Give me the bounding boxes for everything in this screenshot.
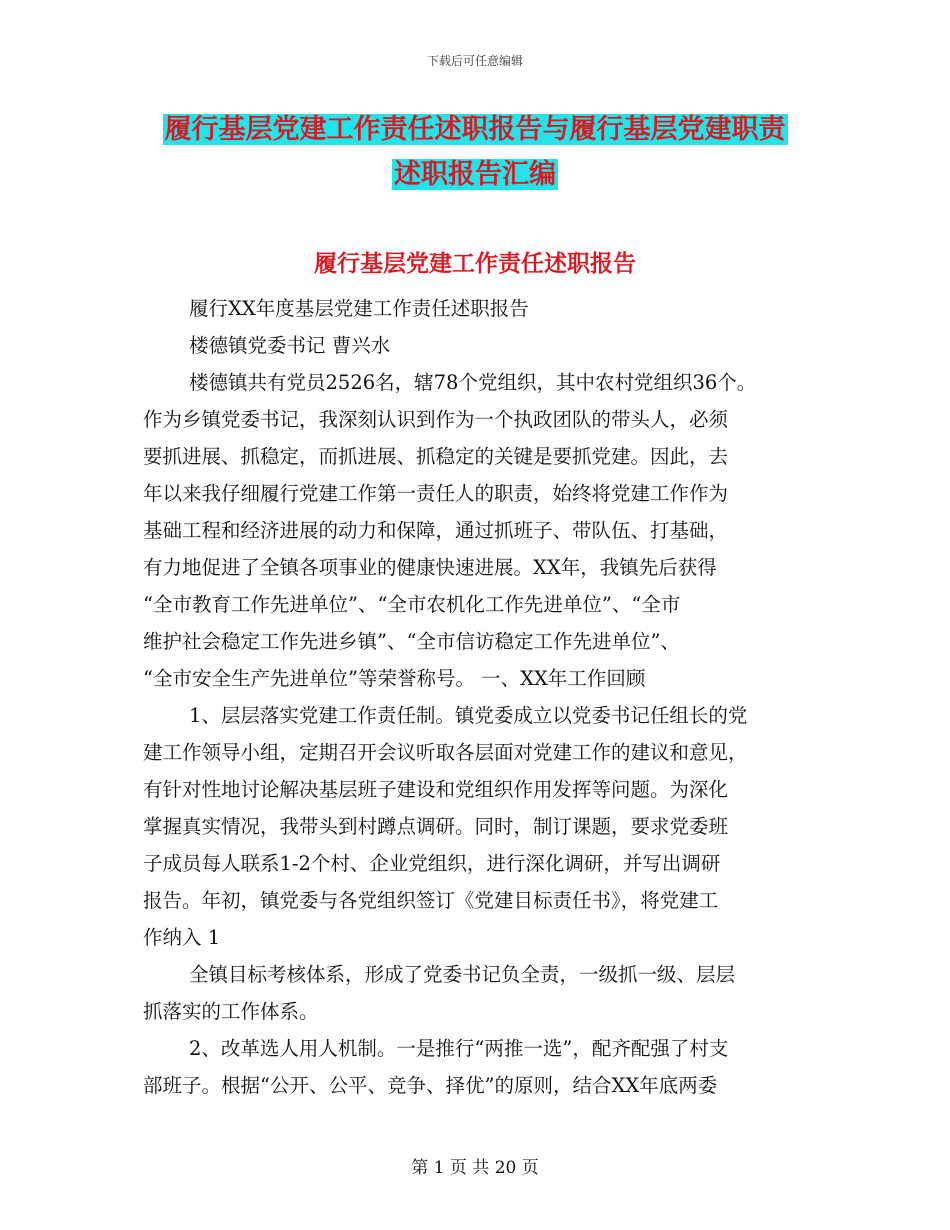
body-line: 部班子。根据“公开、公平、竞争、择优”的原则，结合XX年底两委 (143, 1074, 718, 1097)
body-line: 年以来我仔细履行党建工作第一责任人的职责，始终将党建工作作为 (143, 482, 729, 505)
body-line: 有针对性地讨论解决基层班子建设和党组织作用发挥等问题。为深化 (143, 778, 729, 801)
body-line: 掌握真实情况，我带头到村蹲点调研。同时，制订课题，要求党委班 (143, 815, 729, 838)
main-title-line-2 (0, 155, 950, 195)
body-line: “全市安全生产先进单位”等荣誉称号。 一、XX年工作回顾 (143, 667, 646, 690)
body-line: 全镇目标考核体系，形成了党委书记负全责，一级抓一级、层层 (189, 963, 736, 986)
body-line: 基础工程和经济进展的动力和保障，通过抓班子、带队伍、打基础， (143, 519, 729, 542)
body-line: 建工作领导小组，定期召开会议听取各层面对党建工作的建议和意见， (143, 741, 748, 764)
body-line: 2、改革选人用人机制。一是推行“两推一选”，配齐配强了村支 (189, 1037, 729, 1060)
page-number-footer: 第 1 页 共 20 页 (411, 1158, 539, 1178)
header-note: 下载后可任意编辑 (426, 54, 523, 68)
body-line: “全市教育工作先进单位”、“全市农机化工作先进单位”、“全市 (143, 593, 681, 616)
body-line: 作纳入 1 (143, 926, 221, 949)
main-title-text-1: 履行基层党建工作责任述职报告与履行基层党建职责 (164, 114, 786, 145)
body-line: 报告。年初，镇党委与各党组织签订《党建目标责任书》，将党建工 (143, 889, 719, 912)
body-line: 楼德镇党委书记 曹兴水 (189, 334, 391, 357)
body-line: 维护社会稳定工作先进乡镇”、“全市信访稳定工作先进单位”、 (143, 630, 680, 653)
main-title-text-2: 述职报告汇编 (394, 159, 556, 190)
body-line: 抓落实的工作体系。 (143, 1000, 319, 1023)
body-line: 有力地促进了全镇各项事业的健康快速进展。XX年，我镇先后获得 (143, 556, 717, 579)
section-title: 履行基层党建工作责任述职报告 (314, 250, 636, 277)
body-line: 作为乡镇党委书记，我深刻认识到作为一个执政团队的带头人，必须 (143, 408, 729, 431)
body-line: 履行XX年度基层党建工作责任述职报告 (189, 297, 529, 320)
body-line: 楼德镇共有党员2526名，辖78个党组织，其中农村党组织36个。 (189, 371, 757, 394)
body-line: 要抓进展、抓稳定，而抓进展、抓稳定的关键是要抓党建。因此，去 (143, 445, 729, 468)
body-line: 1、层层落实党建工作责任制。镇党委成立以党委书记任组长的党 (189, 704, 748, 727)
body-line: 子成员每人联系1-2个村、企业党组织，进行深化调研，并写出调研 (143, 852, 721, 875)
main-title-line-1 (0, 110, 950, 150)
